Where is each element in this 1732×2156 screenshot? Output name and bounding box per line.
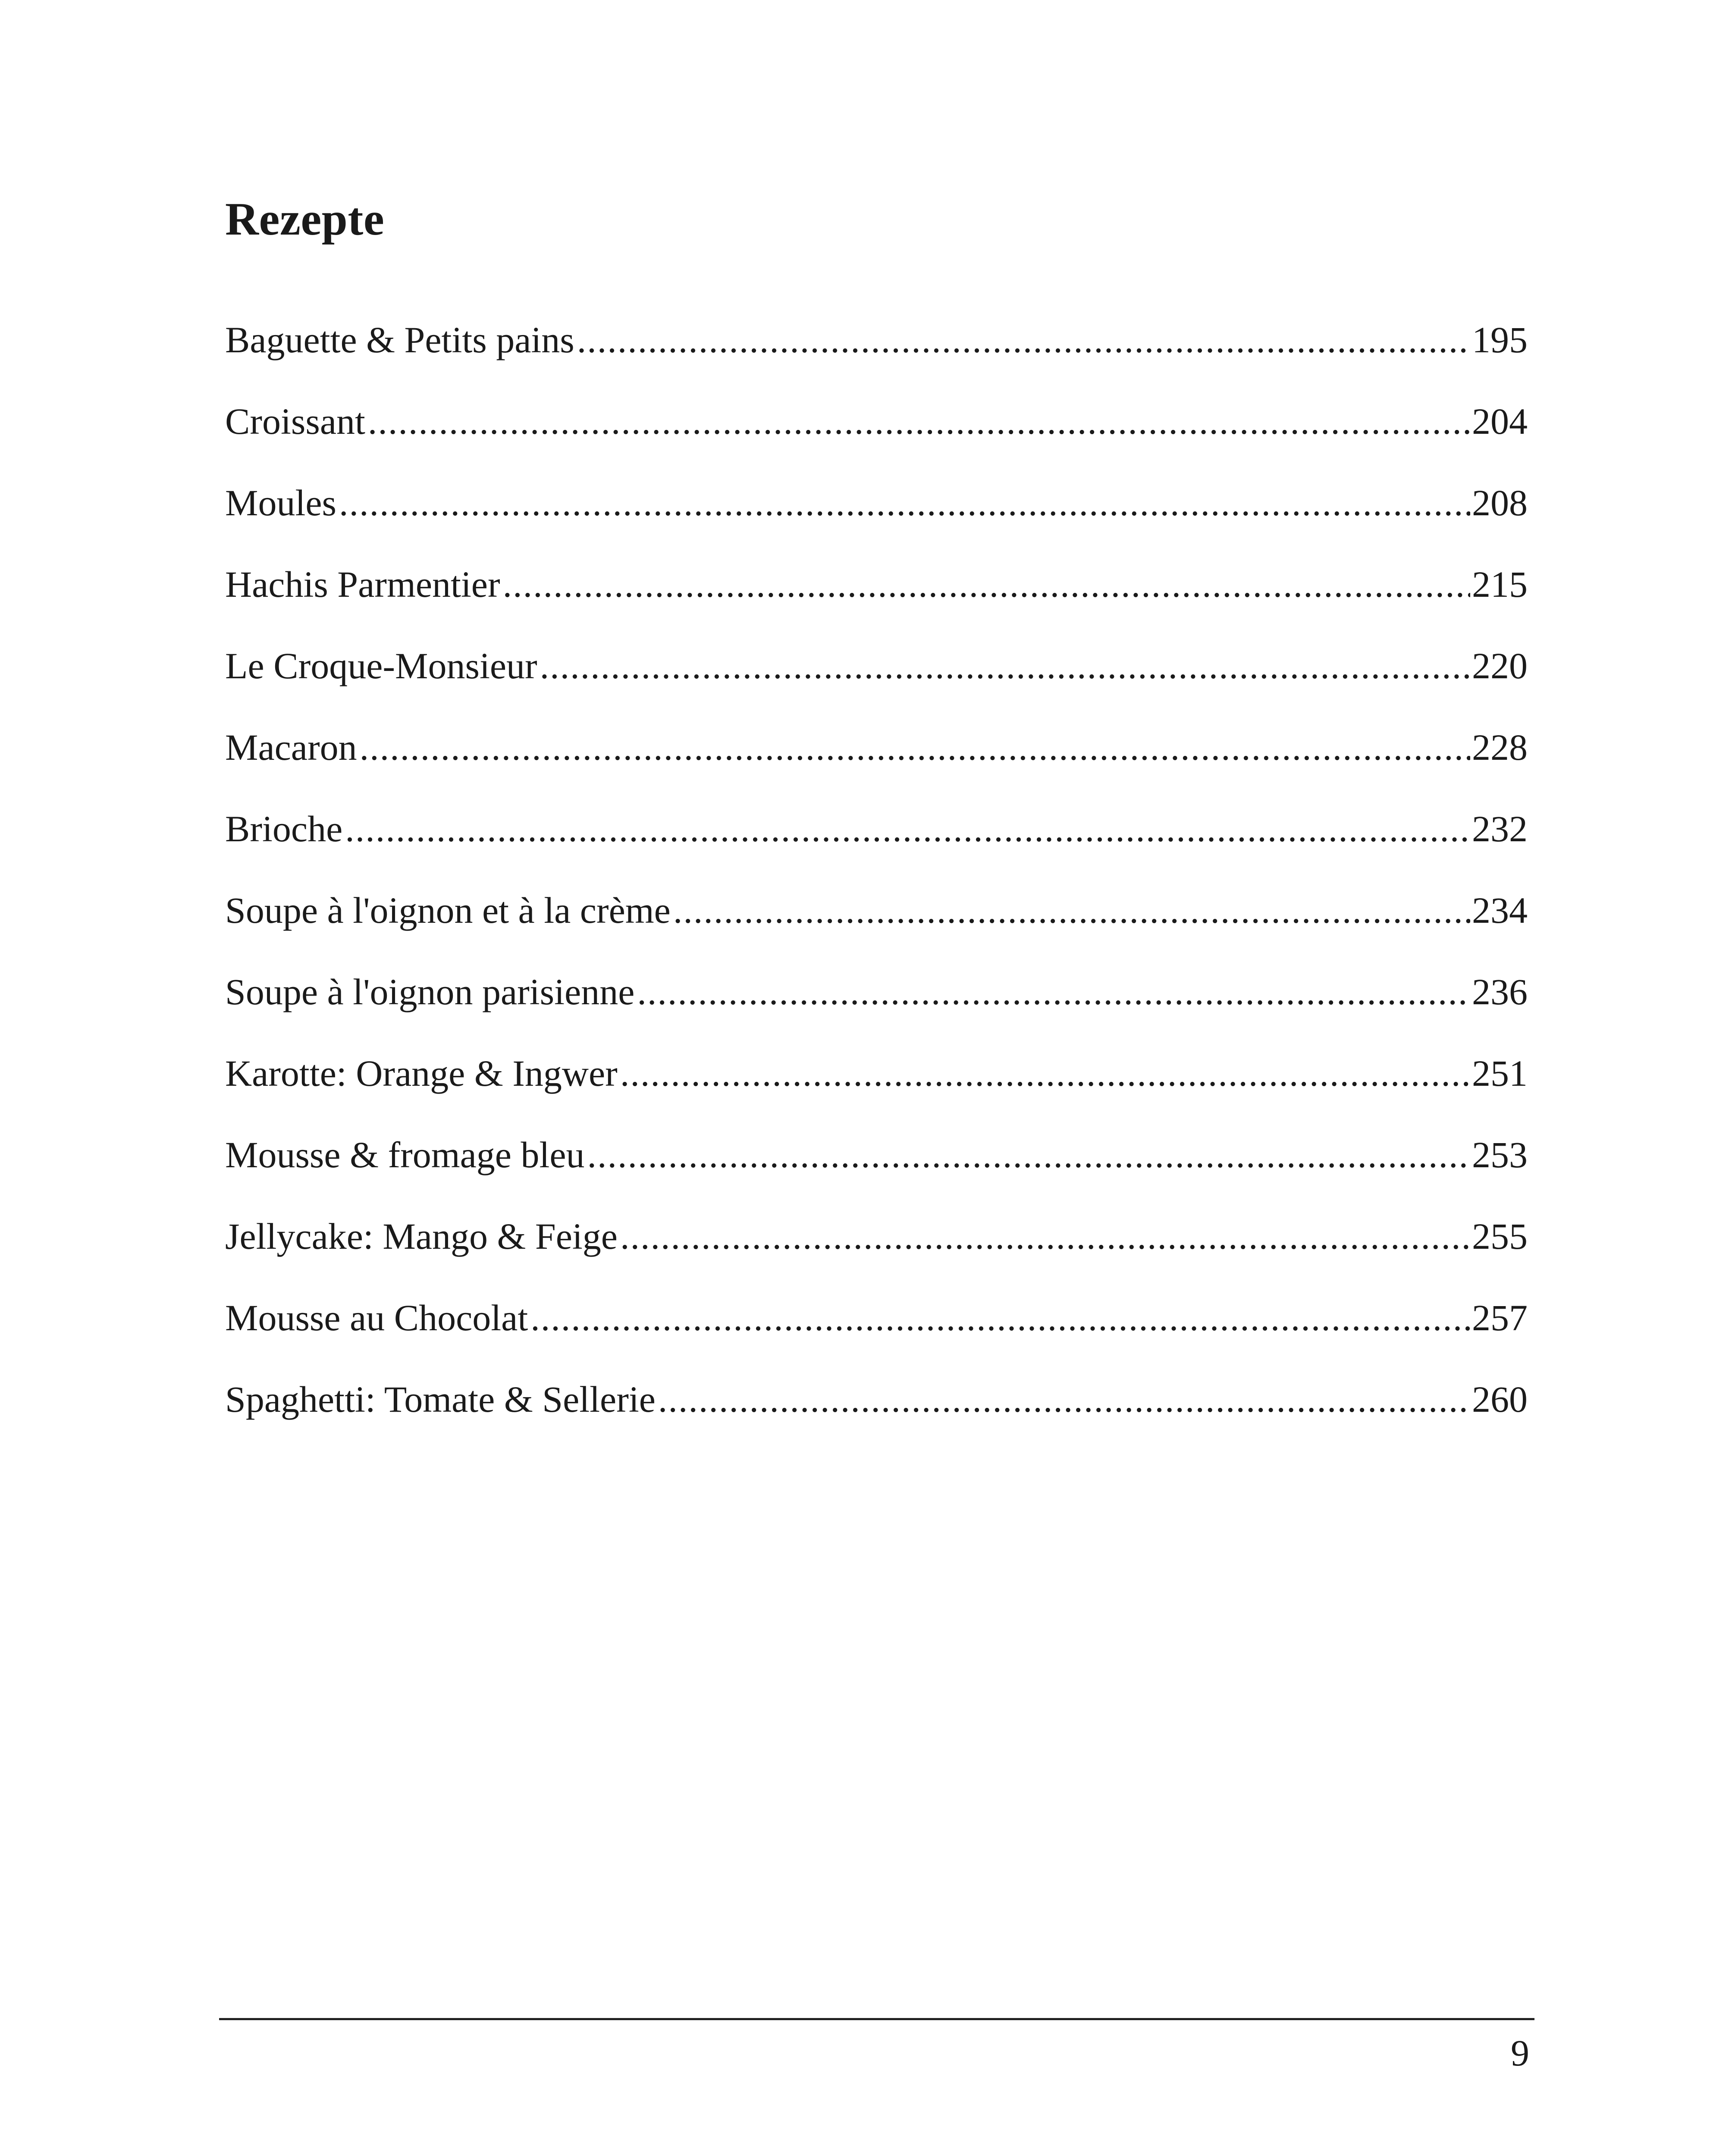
toc-entry-page: 232 bbox=[1472, 810, 1528, 849]
toc-dot-leader bbox=[503, 566, 1470, 603]
toc-entry-title: Croissant bbox=[225, 403, 365, 442]
toc-dot-leader bbox=[637, 973, 1470, 1010]
toc-entry-page: 195 bbox=[1472, 321, 1528, 360]
toc-entry-title: Mousse & fromage bleu bbox=[225, 1136, 585, 1175]
toc-dot-leader bbox=[339, 484, 1470, 521]
toc-entry[interactable] bbox=[225, 1136, 1528, 1218]
toc-entry-page: 255 bbox=[1472, 1218, 1528, 1257]
toc-entry-title: Soupe à l'oignon parisienne bbox=[225, 973, 635, 1012]
toc-dot-leader bbox=[345, 810, 1470, 847]
toc-entry-page: 215 bbox=[1472, 566, 1528, 605]
page-title: Rezepte bbox=[225, 194, 385, 245]
toc-entry[interactable] bbox=[225, 729, 1528, 810]
toc-entry-page: 228 bbox=[1472, 729, 1528, 768]
table-of-contents bbox=[225, 321, 1528, 1462]
toc-entry-page: 260 bbox=[1472, 1381, 1528, 1420]
toc-entry-page: 220 bbox=[1472, 647, 1528, 686]
toc-entry-title: Le Croque-Monsieur bbox=[225, 647, 537, 686]
toc-dot-leader bbox=[620, 1055, 1470, 1092]
toc-dot-leader bbox=[620, 1218, 1470, 1255]
toc-entry[interactable] bbox=[225, 566, 1528, 647]
toc-entry-title: Jellycake: Mango & Feige bbox=[225, 1218, 618, 1257]
page-number: 9 bbox=[1511, 2032, 1529, 2074]
toc-entry-page: 257 bbox=[1472, 1299, 1528, 1338]
footer-divider bbox=[219, 2018, 1534, 2020]
toc-entry-page: 236 bbox=[1472, 973, 1528, 1012]
toc-entry-title: Moules bbox=[225, 484, 336, 523]
toc-entry[interactable] bbox=[225, 403, 1528, 484]
toc-entry[interactable] bbox=[225, 810, 1528, 892]
toc-entry-title: Mousse au Chocolat bbox=[225, 1299, 528, 1338]
toc-entry-page: 253 bbox=[1472, 1136, 1528, 1175]
toc-dot-leader bbox=[577, 321, 1470, 358]
toc-entry-page: 251 bbox=[1472, 1055, 1528, 1094]
toc-dot-leader bbox=[540, 647, 1470, 684]
toc-entry-page: 208 bbox=[1472, 484, 1528, 523]
toc-entry[interactable] bbox=[225, 1055, 1528, 1136]
toc-entry-title: Brioche bbox=[225, 810, 343, 849]
toc-dot-leader bbox=[368, 403, 1470, 440]
toc-entry-title: Spaghetti: Tomate & Sellerie bbox=[225, 1381, 656, 1420]
toc-dot-leader bbox=[673, 892, 1470, 929]
toc-entry[interactable] bbox=[225, 1299, 1528, 1381]
toc-entry-page: 204 bbox=[1472, 403, 1528, 442]
toc-entry[interactable] bbox=[225, 484, 1528, 566]
toc-entry[interactable] bbox=[225, 647, 1528, 729]
toc-entry[interactable] bbox=[225, 1381, 1528, 1462]
toc-entry-title: Baguette & Petits pains bbox=[225, 321, 574, 360]
toc-entry[interactable] bbox=[225, 321, 1528, 403]
toc-entry-title: Macaron bbox=[225, 729, 357, 768]
toc-dot-leader bbox=[587, 1136, 1470, 1173]
toc-dot-leader bbox=[658, 1381, 1470, 1418]
toc-dot-leader bbox=[360, 729, 1470, 766]
toc-entry-title: Karotte: Orange & Ingwer bbox=[225, 1055, 618, 1094]
toc-entry-title: Hachis Parmentier bbox=[225, 566, 500, 605]
toc-entry-page: 234 bbox=[1472, 892, 1528, 931]
toc-entry[interactable] bbox=[225, 973, 1528, 1055]
toc-entry[interactable] bbox=[225, 1218, 1528, 1299]
toc-entry[interactable] bbox=[225, 892, 1528, 973]
toc-entry-title: Soupe à l'oignon et à la crème bbox=[225, 892, 671, 931]
toc-dot-leader bbox=[530, 1299, 1470, 1336]
